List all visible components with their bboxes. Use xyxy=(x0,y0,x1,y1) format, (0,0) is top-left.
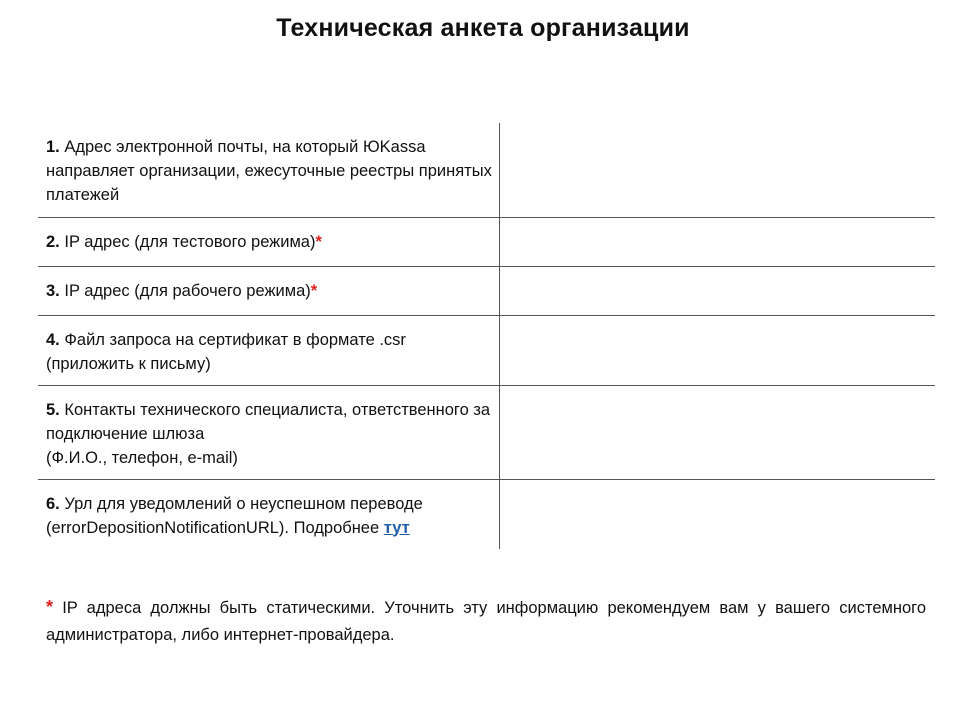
row-number: 1. xyxy=(46,138,60,156)
answer-cell-email[interactable] xyxy=(499,123,935,217)
row-number: 4. xyxy=(46,330,60,349)
question-cell xyxy=(38,385,499,479)
details-link[interactable]: тут xyxy=(383,518,410,537)
row-number: 5. xyxy=(46,400,60,419)
answer-cell-contacts[interactable] xyxy=(499,385,935,479)
question-text: Контакты технического специалиста, ответственного за подключение шлюза xyxy=(46,400,491,443)
required-asterisk: * xyxy=(315,232,322,251)
footnote xyxy=(46,594,926,649)
question-cell xyxy=(38,217,499,266)
questionnaire-table xyxy=(38,123,935,549)
table-row xyxy=(38,217,935,266)
answer-cell-ip-prod[interactable] xyxy=(499,266,935,315)
table-row xyxy=(38,315,935,385)
page-title: Техническая анкета организации xyxy=(276,14,690,42)
required-asterisk: * xyxy=(310,281,318,300)
table-row xyxy=(38,266,935,315)
footnote-text: IP адреса должны быть статическими. Уточнить эту информацию рекомендуем вам у вашего системного администратора, либо интернет-провайдера. xyxy=(46,599,927,644)
question-text: Урл для уведомлений о неуспешном переводе (errorDepositionNotificationURL). Подробнее xyxy=(46,494,423,537)
answer-cell-ip-test[interactable] xyxy=(499,217,935,266)
answer-cell-csr-file[interactable] xyxy=(499,315,935,385)
table-row xyxy=(38,123,935,217)
table-row xyxy=(38,385,935,479)
table-row xyxy=(38,479,935,549)
row-number: 6. xyxy=(46,494,60,513)
question-text: IP адрес (для тестового режима) xyxy=(64,232,316,251)
question-cell xyxy=(38,123,499,217)
question-text: Файл запроса на сертификат в формате .csr (приложить к письму) xyxy=(46,330,406,373)
question-text: Адрес электронной почты, на который ЮKassa направляет организации, ежесуточные реестры принятых платежей xyxy=(46,138,492,204)
row-number: 2. xyxy=(46,232,60,251)
footnote-asterisk: * xyxy=(46,597,54,617)
question-text: IP адрес (для рабочего режима) xyxy=(64,281,311,300)
answer-cell-error-url[interactable] xyxy=(499,479,935,549)
question-cell xyxy=(38,315,499,385)
question-cell xyxy=(38,479,499,549)
question-cell xyxy=(38,266,499,315)
question-text: (Ф.И.О., телефон, e-mail) xyxy=(46,448,238,467)
row-number: 3. xyxy=(46,281,60,300)
